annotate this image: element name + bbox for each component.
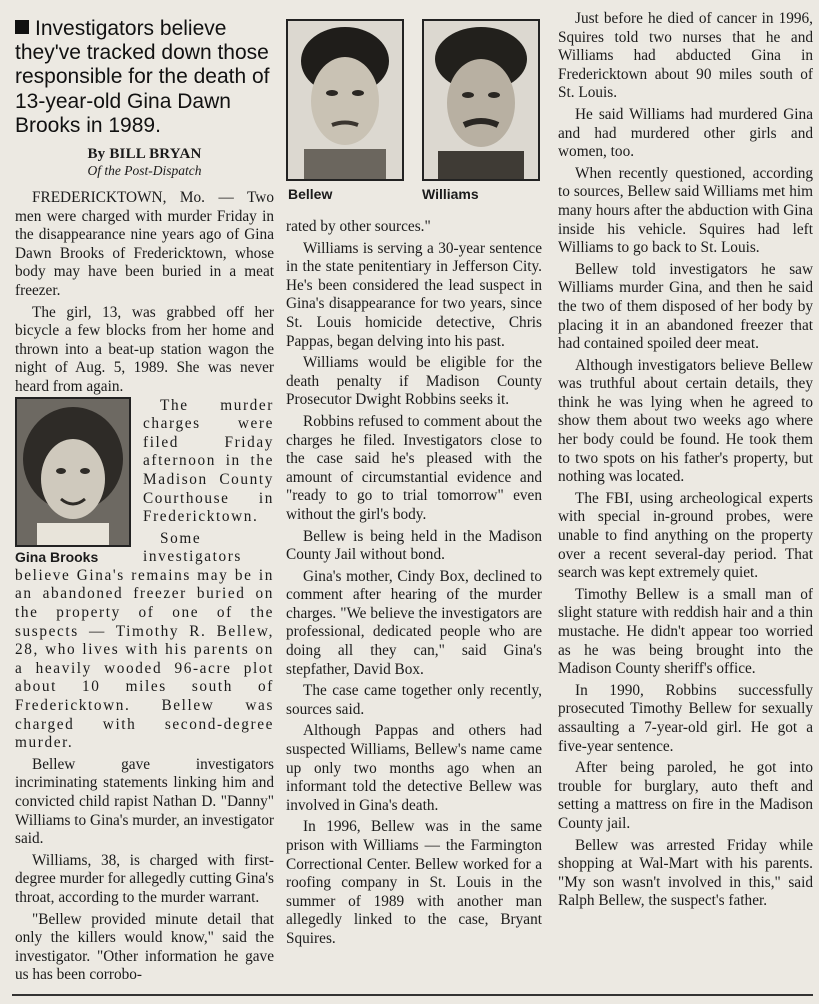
paragraph: Williams would be eligible for the death penalty if Madison County Prosecutor Dwight Robbins seeks it.: [286, 354, 542, 409]
williams-caption: Williams: [422, 186, 479, 202]
paragraph: The case came together only recently, sources said.: [286, 682, 542, 718]
paragraph: After being paroled, he got into trouble for burglary, auto theft and setting a mattress on fire in the Madison County jail.: [558, 759, 813, 832]
paragraph: rated by other sources.": [286, 218, 431, 235]
portrait-image: [424, 21, 538, 179]
portrait-image: [288, 21, 402, 179]
paragraph: Although Pappas and others had suspected Williams, Bellew's name came up only two months ago when an informant told the detective Bellew was involved in Gina's death.: [286, 722, 542, 814]
gina-caption: Gina Brooks: [15, 548, 99, 565]
article-column-1: [15, 0, 274, 985]
gina-photo-block: [15, 397, 131, 565]
paragraph: When recently questioned, according to sources, Bellew said Williams met him many hours after the abduction with Gina inside his vehicle. Squires had left Williams to go back to St. Louis.: [558, 164, 813, 257]
deck-headline: Investigators believe they've tracked down those responsible for the death of 13-year-old Gina Dawn Brooks in 1989.: [15, 17, 270, 137]
paragraph: Bellew was arrested Friday while shopping at Wal-Mart with his parents. "My son wasn't involved in this," said Ralph Bellew, the suspect's father.: [558, 836, 813, 910]
paragraph: Bellew told investigators he saw Williams murder Gina, and then he said the two of them disposed of her body by placing it in an abandoned freezer that had contained spoiled deer meat.: [558, 260, 813, 353]
paragraph: In 1990, Robbins successfully prosecuted Timothy Bellew for sexually assaulting a 7-year-old girl. He got a five-year sentence.: [558, 681, 813, 755]
bellew-caption: Bellew: [288, 186, 333, 202]
paragraph: The FBI, using archeological experts with special in-ground probes, were unable to find anything on the property over a recent several-day period. That search was kept extremely quiet.: [558, 489, 813, 582]
paragraph: Williams is serving a 30-year sentence in the state penitentiary in Jefferson City. He's been considered the lead suspect in Gina's disappearance for two years, since St. Louis homicide detective, Chris Pappas, began delving into his past.: [286, 239, 542, 350]
paragraph: Bellew is being held in the Madison County Jail without bond.: [286, 527, 542, 564]
paragraph: He said Williams had murdered Gina and had murdered other girls and women, too.: [558, 105, 813, 161]
paragraph: "Bellew provided minute detail that only the killers would know," said the investigator. "Other information he gave us has been corrobo-: [15, 910, 274, 984]
paragraph: In 1996, Bellew was in the same prison with Williams — the Farmington Correctional Center. Bellew worked for a roofing company in St. Louis in the summer of 1989 with another man allegedly linked to the case, Bryant Squires.: [286, 818, 542, 947]
paragraph: Robbins refused to comment about the charges he filed. Investigators close to the case said he's pleased with the amount of circumstantial evidence and "ready to go to trial tomorrow" even without the girl's body.: [286, 412, 542, 523]
portrait-image: [17, 399, 129, 545]
paragraph: The girl, 13, was grabbed off her bicycle a few blocks from her home and thrown into a beat-up station wagon the night of Aug. 5, 1989. She was never heard from again.: [15, 303, 274, 395]
gina-brooks-photo: [15, 397, 131, 547]
article-column-3: [558, 10, 813, 911]
paragraph: Timothy Bellew is a small man of slight stature with reddish hair and a thin mustache. He didn't appear too worried as he was being brought into the Madison County sheriff's office.: [558, 585, 813, 678]
bellew-photo: [286, 19, 404, 181]
paragraph: Gina's mother, Cindy Box, declined to comment after hearing of the murder charges. "We believe the investigators are professional, dedicated people who are doing all they can," said Gina's stepfather, David Box.: [286, 567, 542, 678]
paragraph: Bellew gave investigators incriminating statements linking him and convicted child rapist Nathan D. "Danny" Williams to Gina's murder, an investigator said.: [15, 755, 274, 848]
bullet-square-icon: [15, 20, 29, 34]
paragraph: Some investigators believe Gina's remains may be in an abandoned freezer buried on the property of one of the suspects — Timothy R. Bellew, 28, who lives with his parents on a heavily wooded 96-acre plot about 10 miles south of Fredericktown. Bellew was charged with second-degree murder.: [15, 529, 274, 752]
williams-photo: [422, 19, 540, 181]
paragraph: Although investigators believe Bellew was truthful about certain details, they think he was lying when he agreed to show them about two weeks ago where her body could be found. He took them to two spots on his father's property, but nothing was located.: [558, 356, 813, 486]
byline-affiliation: Of the Post-Dispatch: [87, 163, 202, 179]
mug-shots: [286, 19, 542, 205]
byline: By BILL BRYAN: [87, 146, 202, 163]
paragraph: FREDERICKTOWN, Mo. — Two men were charged with murder Friday in the disappearance nine years ago of Gina Dawn Brooks of Fredericktown, whose body may have been buried in a meat freezer.: [15, 189, 274, 299]
bottom-rule: [12, 994, 813, 996]
paragraph: The murder charges were filed Friday afternoon in the Madison County Courthouse in Fredericktown.: [143, 396, 274, 526]
paragraph: Williams, 38, is charged with first-degree murder for allegedly cutting Gina's throat, according to the murder warrant.: [15, 851, 274, 906]
paragraph: Just before he died of cancer in 1996, Squires told two nurses that he and Williams had abducted Gina in Fredericktown about 90 miles south of St. Louis.: [558, 10, 813, 102]
article-column-2: [286, 218, 542, 949]
